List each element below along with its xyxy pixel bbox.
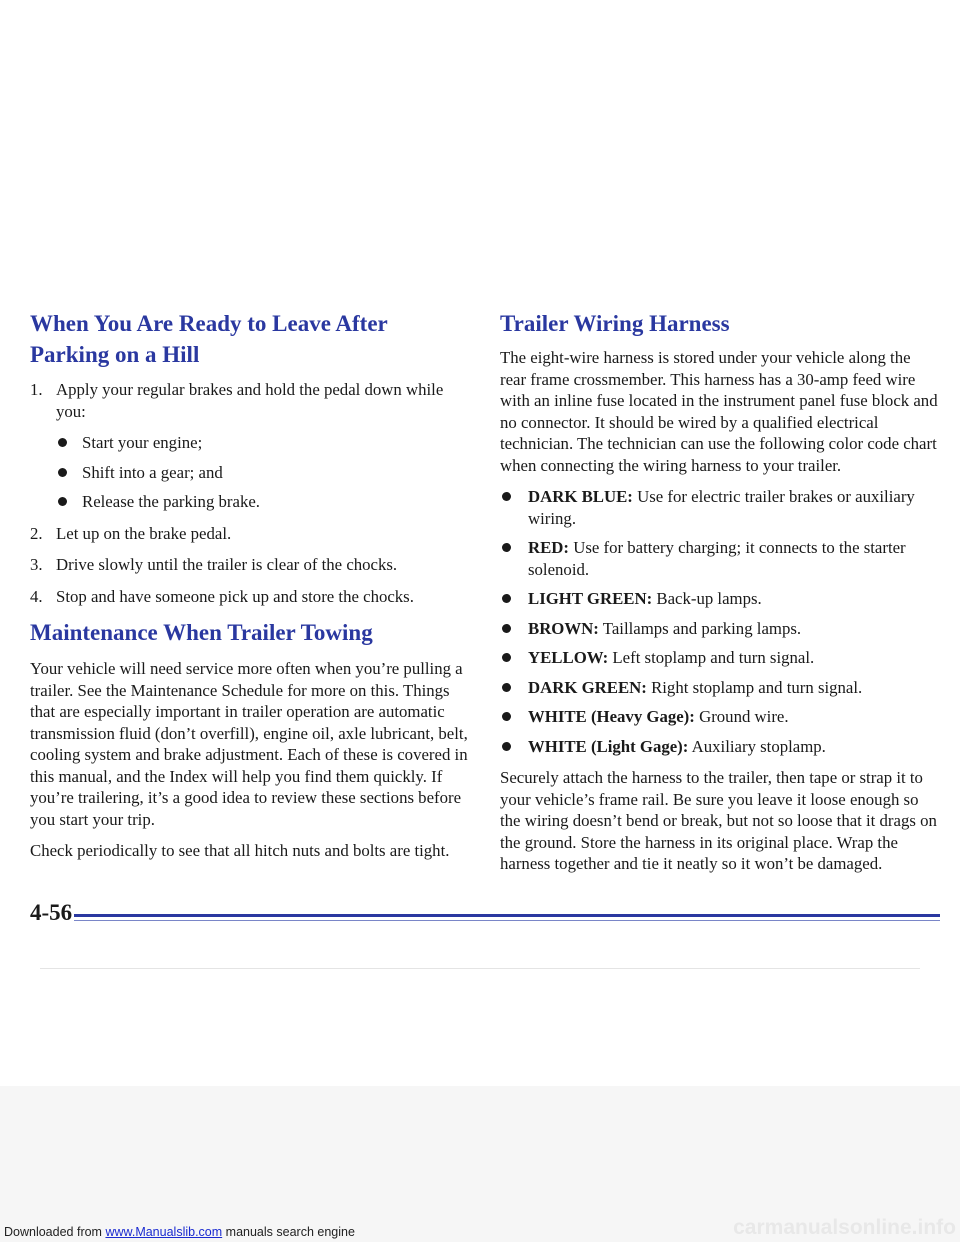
step-text: Drive slowly until the trailer is clear of the chocks. [56,555,398,574]
substep-item: Release the parking brake. [56,491,470,513]
wire-item: DARK BLUE: Use for electric trailer brakes or auxiliary wiring. [500,486,940,529]
step-text: Stop and have someone pick up and store the chocks. [56,586,414,606]
substeps-list [56,432,470,513]
step-text: Apply your regular brakes and hold the pedal down while you: [56,380,444,421]
step-2 [30,523,470,545]
harness-intro-paragraph: The eight-wire harness is stored under your vehicle along the rear frame crossmember. This harness has a 30-amp feed wire with an inline fuse located in the instrument panel fuse block and no connector. It should be wired by a qualified electrical technician. The technician can use the following color code chart when connecting the wiring harness to your trailer. [500,348,938,475]
wire-item: YELLOW: Left stoplamp and turn signal. [500,647,940,669]
step-3 [30,554,470,576]
heading-wiring-harness: Trailer Wiring Harness [500,311,730,336]
bullet-icon [502,543,511,552]
wire-item: WHITE (Light Gage): Auxiliary stoplamp. [500,736,940,758]
leave-steps-list [30,379,470,607]
bullet-icon [502,683,511,692]
maintenance-paragraph: Your vehicle will need service more often when you’re pulling a trailer. See the Maintenance Schedule for more on this. Things that are especially important in trailer operation are automatic transmission fluid (don’t overfill), engine oil, axle lubricant, belt, cooling system and brake adjustment. Each of these is covered in this manual, and the Index will help you find them quickly. If you’re trailering, it’s a good idea to review these sections before you start your trip. [30,659,468,829]
step-1 [30,379,470,513]
watermark-text: carmanualsonline.info [733,1216,956,1239]
footer-rule [74,914,940,917]
harness-closing-paragraph: Securely attach the harness to the trailer, then tape or strap it to your vehicle’s frame rail. Be sure you leave it loose enough so the wiring doesn’t bend or break, but not so loose that it drags on the ground. Store the harness in its original place. Wrap the harness together and tie it neatly so it won’t be damaged. [500,768,937,873]
right-column [500,308,940,875]
bullet-icon [502,742,511,751]
wire-item: DARK GREEN: Right stoplamp and turn signal. [500,677,940,699]
bullet-icon [502,492,511,501]
manualslib-link[interactable]: www.Manualslib.com [105,1225,223,1239]
wire-item: WHITE (Heavy Gage): Ground wire. [500,706,940,728]
step-text: Let up on the brake pedal. [56,523,232,543]
step-number: 3. [30,555,43,574]
wire-item: BROWN: Taillamps and parking lamps. [500,618,940,640]
wire-color-list [500,486,940,757]
wire-item: LIGHT GREEN: Back-up lamps. [500,588,940,610]
bullet-icon [58,497,67,506]
footer-rule-thin [74,920,940,921]
bullet-icon [502,712,511,721]
page-number: 4-56 [30,900,73,925]
step-number: 4. [30,586,43,606]
left-column [30,308,470,862]
bullet-icon [58,468,67,477]
hitch-check-paragraph: Check periodically to see that all hitch nuts and bolts are tight. [30,841,450,860]
bullet-icon [58,438,67,447]
heading-leave-after-parking: When You Are Ready to Leave After Parking on a Hill [30,311,388,367]
substep-item: Shift into a gear; and [56,462,470,484]
heading-maintenance-towing: Maintenance When Trailer Towing [30,620,373,645]
download-notice: Downloaded from www.Manualslib.com manuals search engine [4,1225,355,1239]
bullet-icon [502,594,511,603]
scan-divider [40,968,920,969]
substep-item: Start your engine; [56,432,470,454]
step-number: 2. [30,523,43,543]
wire-item: RED: Use for battery charging; it connects to the starter solenoid. [500,537,940,580]
bullet-icon [502,653,511,662]
step-number: 1. [30,380,43,399]
step-4 [30,586,470,608]
bullet-icon [502,624,511,633]
